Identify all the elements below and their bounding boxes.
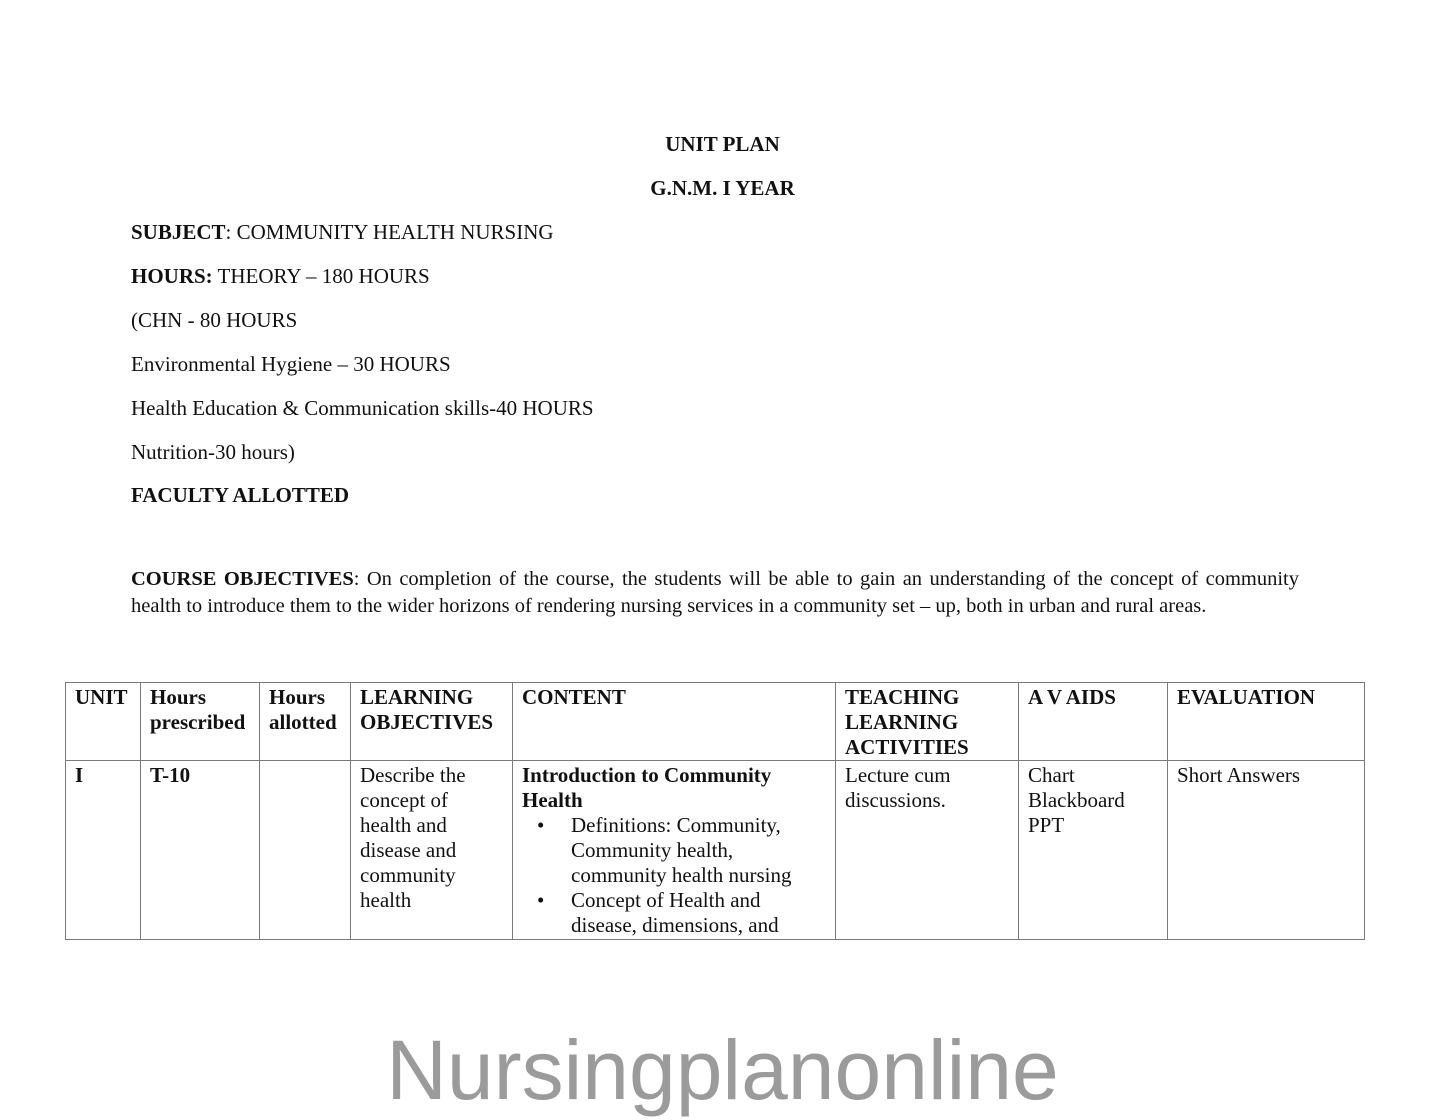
list-item-text: Definitions: Community, Community health, community health nursing <box>571 813 792 887</box>
subject-label: SUBJECT <box>131 220 226 244</box>
cell-learning-objectives: Describe the concept of health and disease and community health <box>351 761 513 940</box>
chn-hours-line: (CHN - 80 HOURS <box>131 308 298 332</box>
faculty-allotted-label: FACULTY ALLOTTED <box>131 483 350 507</box>
course-objectives-label: COURSE OBJECTIVES <box>131 568 354 590</box>
cell-unit: I <box>66 761 141 940</box>
bullet-icon: • <box>537 888 545 912</box>
cell-hours-prescribed: T-10 <box>141 761 260 940</box>
list-item <box>537 888 826 938</box>
watermark-text: Nursingplanonline <box>386 1023 1059 1117</box>
header-unit: UNIT <box>66 683 141 761</box>
av-aid-item: PPT <box>1028 813 1065 837</box>
content-title: Introduction to Community Health <box>522 763 772 812</box>
hours-line <box>131 264 430 289</box>
av-aid-item: Chart <box>1028 763 1075 787</box>
list-item <box>537 813 826 888</box>
content-bullet-list <box>522 813 826 938</box>
av-aid-item: Blackboard <box>1028 788 1125 812</box>
subject-line <box>131 220 554 245</box>
header-hours-prescribed: Hours prescribed <box>141 683 260 761</box>
hours-label: HOURS: <box>131 264 213 288</box>
course-objectives-text: : On completion of the course, the students will be able to gain an understanding of the concept of community health to introduce them to the wider horizons of rendering nursing services in a community set – up, both in urban and rural areas. <box>131 568 1300 617</box>
header-evaluation: EVALUATION <box>1168 683 1365 761</box>
header-learning-objectives: LEARNING OBJECTIVES <box>351 683 513 761</box>
health-education-line: Health Education & Communication skills-40 HOURS <box>131 396 594 420</box>
table-header-row <box>66 683 1365 761</box>
subject-value: : COMMUNITY HEALTH NURSING <box>225 220 554 244</box>
nutrition-line: Nutrition-30 hours) <box>131 440 295 464</box>
unit-plan-table <box>65 682 1365 940</box>
cell-evaluation: Short Answers <box>1168 761 1365 940</box>
page-subtitle: G.N.M. I YEAR <box>650 176 795 200</box>
cell-teaching-learning-activities: Lecture cum discussions. <box>836 761 1019 940</box>
header-content: CONTENT <box>513 683 836 761</box>
cell-hours-allotted <box>260 761 351 940</box>
bullet-icon: • <box>537 813 545 837</box>
header-hours-allotted: Hours allotted <box>260 683 351 761</box>
table-row <box>66 761 1365 940</box>
page-title: UNIT PLAN <box>665 132 780 156</box>
environmental-hygiene-line: Environmental Hygiene – 30 HOURS <box>131 352 451 376</box>
header-av-aids: A V AIDS <box>1019 683 1168 761</box>
cell-content <box>513 761 836 940</box>
header-teaching-learning-activities: TEACHING LEARNING ACTIVITIES <box>836 683 1019 761</box>
course-objectives <box>131 566 1299 619</box>
list-item-text: Concept of Health and disease, dimensions, and <box>571 888 779 937</box>
hours-value: THEORY – 180 HOURS <box>212 264 430 288</box>
cell-av-aids <box>1019 761 1168 940</box>
